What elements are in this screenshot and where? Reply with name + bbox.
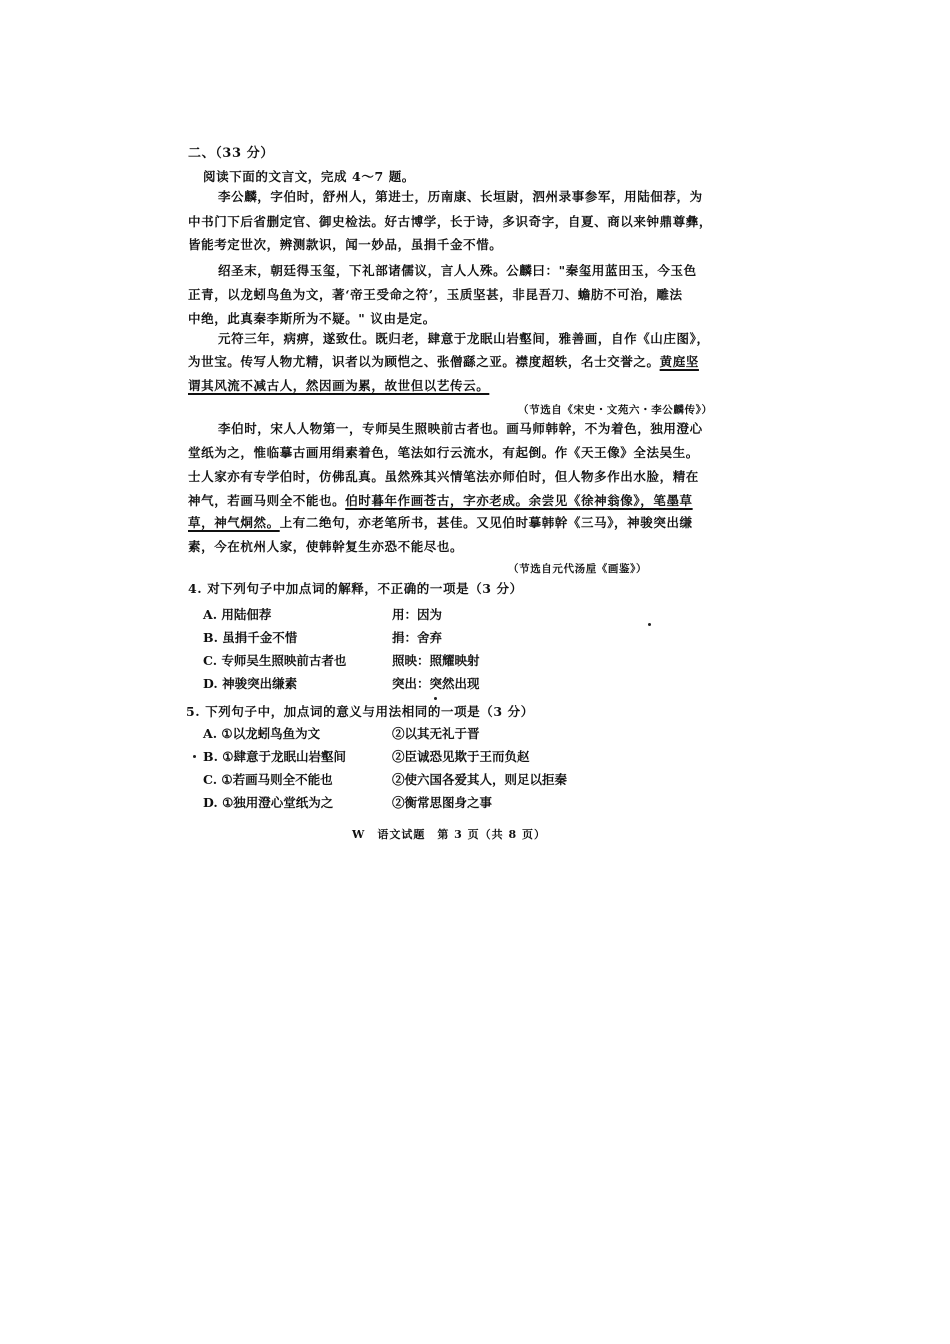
q4-option-a-gloss: 用：因为 xyxy=(392,607,443,622)
passage1-text: 为世宝。传写人物尤精，识者以为顾恺之、张僧繇之亚。襟度超轶，名士交誉之。 xyxy=(188,354,660,369)
underlined-sentence: 谓其风流不减古人，然因画为累，故世但以艺传云。 xyxy=(188,378,490,393)
passage2-line: 堂纸为之，惟临摹古画用绢素着色，笔法如行云流水，有起倒。作《天王像》全法吴生。 xyxy=(188,445,699,460)
q5-option-c-gloss: ②使六国各爱其人，则足以拒秦 xyxy=(392,772,568,787)
question-4-stem: 4. 对下列句子中加点词的解释，不正确的一项是（3 分） xyxy=(188,581,523,596)
passage1-line: 皆能考定世次，辨测款识，闻一妙品，虽捐千金不惜。 xyxy=(188,237,503,252)
q4-option-d: D. 神骏突出缣素 xyxy=(203,676,298,691)
underlined-sentence: 伯时暮年作画苍古，字亦老成。余尝见《徐神翁像》，笔墨草 xyxy=(345,493,693,508)
q5-option-b: B. ①肆意于龙眠山岩壑间 xyxy=(203,749,346,764)
passage1-line: 中书门下后省删定官、御史检法。好古博学，长于诗，多识奇字，自夏、商以来钟鼎尊彝， xyxy=(188,214,713,229)
q4-option-c-gloss: 照映：照耀映射 xyxy=(392,653,480,668)
section-header: 二、（33 分） xyxy=(188,146,274,161)
passage2-line xyxy=(188,492,693,510)
q4-option-d-gloss: 突出：突然出现 xyxy=(392,676,480,691)
source-citation: （节选自《宋史・文苑六・李公麟传》） xyxy=(518,404,713,416)
scan-speck xyxy=(193,755,196,758)
q5-option-a: A. ①以龙蚓鸟鱼为文 xyxy=(203,726,321,741)
passage2-line: 素，今在杭州人家，使韩幹复生亦恐不能尽也。 xyxy=(188,539,464,554)
q5-option-b-gloss: ②臣诚恐见欺于王而负赵 xyxy=(392,749,530,764)
passage1-line: 李公麟，字伯时，舒州人，第进士，历南康、长垣尉，泗州录事参军，用陆佃荐，为 xyxy=(218,189,703,204)
passage2-line: 士人家亦有专学伯时，仿佛乱真。虽然殊其兴情笔法亦师伯时，但人物多作出水脸，精在 xyxy=(188,469,699,484)
passage1-line xyxy=(188,353,699,371)
q4-option-c: C. 专师吴生照映前古者也 xyxy=(203,653,347,668)
q5-option-d-gloss: ②衡常思图身之事 xyxy=(392,795,493,810)
question-5-stem: 5. 下列句子中，加点词的意义与用法相同的一项是（3 分） xyxy=(186,704,534,719)
passage2-line: 李伯时，宋人人物第一，专师吴生照映前古者也。画马师韩幹，不为着色，独用澄心 xyxy=(218,421,703,436)
scan-speck xyxy=(434,697,437,700)
q4-option-a: A. 用陆佃荐 xyxy=(203,607,272,622)
page-footer: W 语文试题 第 3 页（共 8 页） xyxy=(352,828,546,841)
passage2-text: 上有二绝句，亦老笔所书，甚佳。又见伯时摹韩幹《三马》，神骏突出缣 xyxy=(279,515,693,530)
passage1-line: 中绝，此真秦李斯所为不疑。" 议由是定。 xyxy=(188,311,436,326)
q5-option-a-gloss: ②以其无礼于晋 xyxy=(392,726,480,741)
underlined-sentence: 草，神气烔然。 xyxy=(188,515,280,530)
source-citation: （节选自元代汤垕《画鉴》） xyxy=(508,563,648,575)
q5-option-c: C. ①若画马则全不能也 xyxy=(203,772,333,787)
q4-option-b-gloss: 捐：舍弃 xyxy=(392,630,443,645)
instruction-text: 阅读下面的文言文，完成 4～7 题。 xyxy=(203,169,415,184)
passage2-line xyxy=(188,514,693,532)
underlined-sentence: 黄庭坚 xyxy=(659,354,699,369)
scan-speck xyxy=(648,623,651,626)
q4-option-b: B. 虽捐千金不惜 xyxy=(203,630,298,645)
q5-option-d: D. ①独用澄心堂纸为之 xyxy=(203,795,334,810)
passage1-line: 绍圣末，朝廷得玉玺，下礼部诸儒议，言人人殊。公麟曰："秦玺用蓝田玉，今玉色 xyxy=(218,263,697,278)
passage1-line: 元符三年，病痹，遂致仕。既归老，肆意于龙眠山岩壑间，雅善画，自作《山庄图》， xyxy=(218,331,710,346)
passage2-text: 神气，若画马则全不能也。 xyxy=(188,493,346,508)
passage1-line: 正青，以龙蚓鸟鱼为文，著‘帝王受命之符’，玉质坚甚，非昆吾刀、蟾肪不可治，雕法 xyxy=(188,287,683,302)
